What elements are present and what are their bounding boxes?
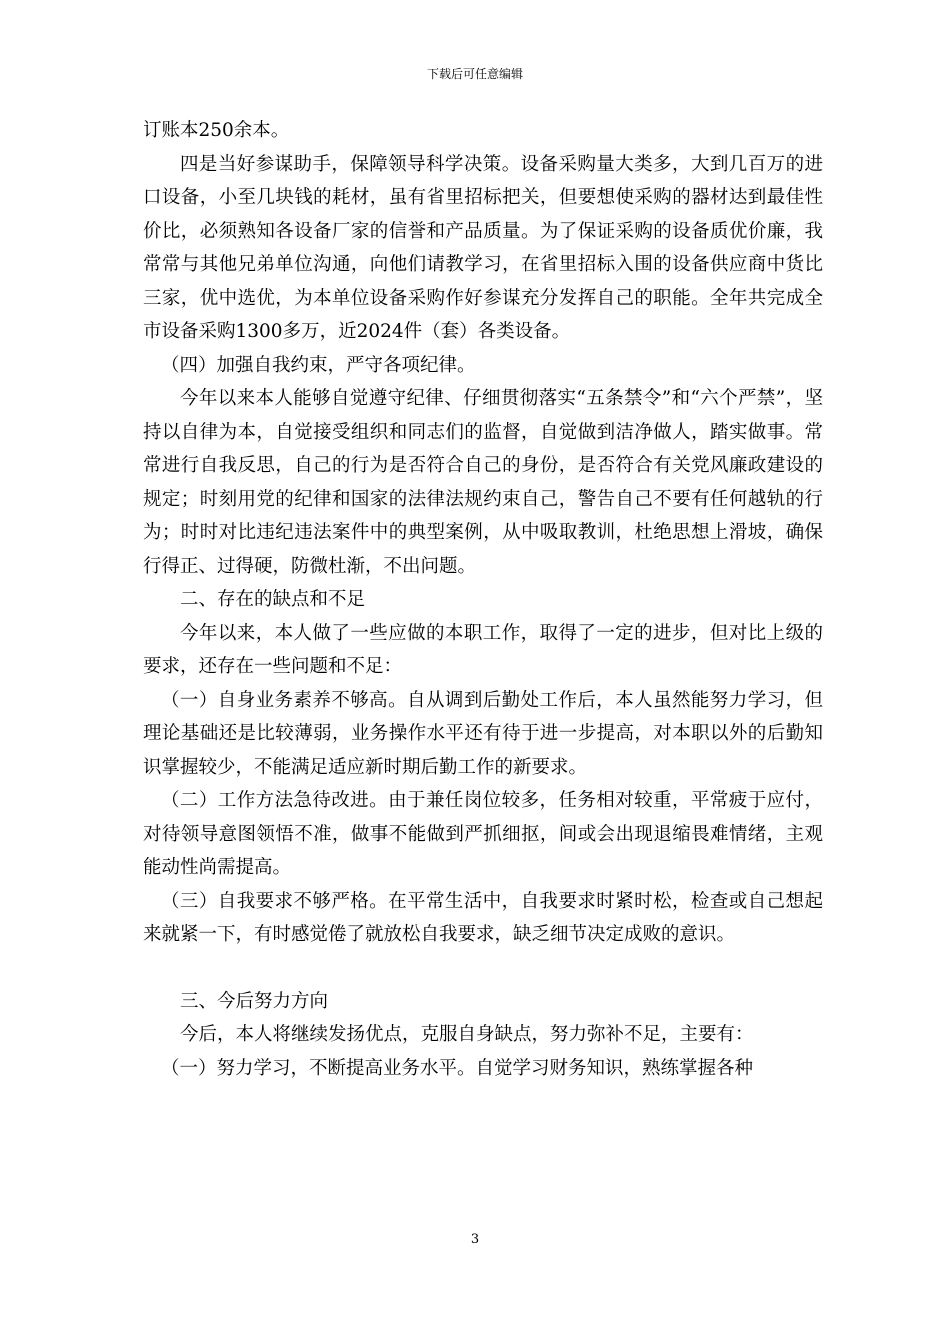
section-heading-discipline: （四）加强自我约束，严守各项纪律。 [161,354,476,376]
page-number: 3 [470,1232,480,1247]
paragraph-future-1: （一）努力学习，不断提高业务水平。自觉学习财务知识，熟练掌握各种 [161,1057,754,1079]
paragraph-continuation: 订账本250余本。 [143,120,290,141]
section-heading-future: 三、今后努力方向 [180,990,329,1012]
paragraph-shortcoming-1: （一）自身业务素养不够高。自从调到后勤处工作后，本人虽然能努力学习，但理论基础还是比较薄弱，业务操作水平还有待于进一步提高，对本职以外的后勤知识掌握较少，不能满足适应新时期后勤工作的新要求。 [143,689,823,778]
paragraph-procurement: 四是当好参谋助手，保障领导科学决策。设备采购量大类多，大到几百万的进口设备，小至几块钱的耗材，虽有省里招标把关，但要想使采购的器材达到最佳性价比，必须熟知各设备厂家的信誉和产品质量。为了保证采购的设备质优价廉，我常常与其他兄弟单位沟通，向他们请教学习，在省里招标入围的设备供应商中货比三家，优中选优，为本单位设备采购作好参谋充分发挥自己的职能。全年共完成全市设备采购1300多万，近2024件（套）各类设备。 [143,153,823,342]
page-header: 下载后可任意编辑 [426,67,523,81]
paragraph-future-intro: 今后，本人将继续发扬优点，克服自身缺点，努力弥补不足，主要有： [180,1024,754,1045]
paragraph-shortcoming-3: （三）自我要求不够严格。在平常生活中，自我要求时紧时松，检查或自己想起来就紧一下，有时感觉倦了就放松自我要求，缺乏细节决定成败的意识。 [143,890,823,945]
paragraph-shortcoming-2: （二）工作方法急待改进。由于兼任岗位较多，任务相对较重，平常疲于应付，对待领导意图领悟不准，做事不能做到严抓细抠，间或会出现退缩畏难情绪，主观能动性尚需提高。 [143,790,823,878]
section-heading-shortcomings: 二、存在的缺点和不足 [180,589,366,610]
paragraph-discipline: 今年以来本人能够自觉遵守纪律、仔细贯彻落实“五条禁令”和“六个严禁”，坚持以自律为本，自觉接受组织和同志们的监督，自觉做到洁净做人，踏实做事。常常进行自我反思，自己的行为是否符合自己的身份，是否符合有关党风廉政建设的规定；时刻用党的纪律和国家的法律法规约束自己，警告自己不要有任何越轨的行为；时时对比违纪违法案件中的典型案例，从中吸取教训，杜绝思想上滑坡，确保行得正、过得硬，防微杜渐，不出问题。 [143,388,823,577]
document-body [143,114,823,1085]
paragraph-shortcomings-intro: 今年以来，本人做了一些应做的本职工作，取得了一定的进步，但对比上级的要求，还存在一些问题和不足： [143,622,823,677]
